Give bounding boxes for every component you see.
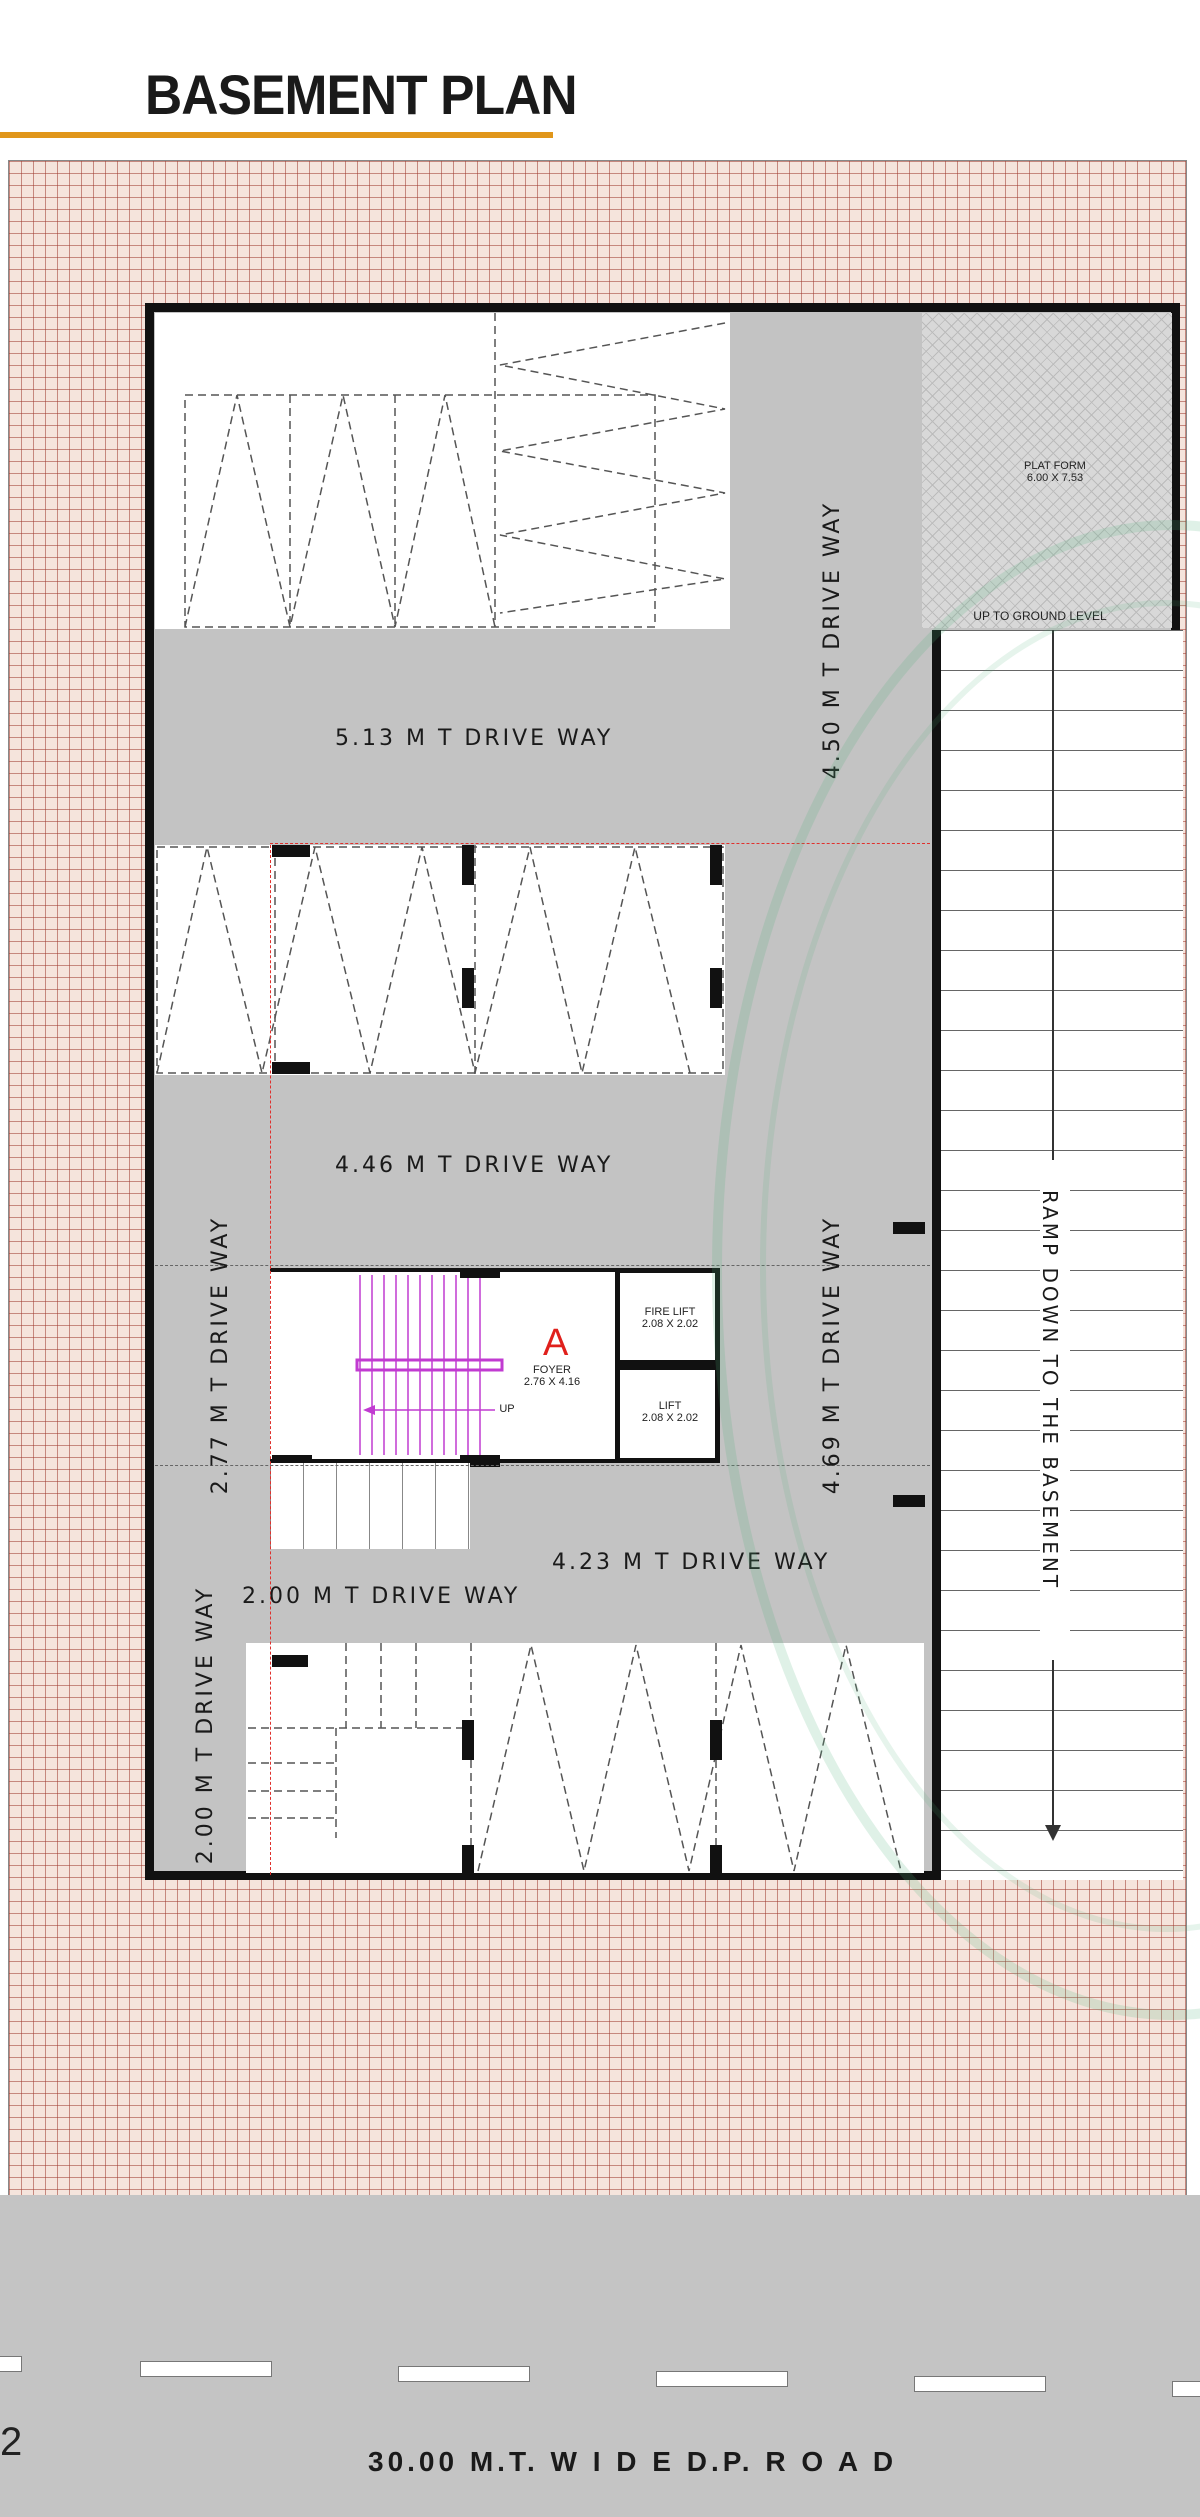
parking-bays-middle	[155, 845, 725, 1075]
parking-block-middle	[155, 845, 725, 1075]
driveway-label: 5.13 M T DRIVE WAY	[335, 726, 614, 751]
page-title: BASEMENT PLAN	[145, 63, 577, 126]
driveway-label: 2.00 M T DRIVE WAY	[242, 1584, 521, 1609]
column	[710, 1845, 722, 1877]
parking-block-top	[155, 313, 730, 629]
stair-lower	[270, 1463, 470, 1549]
driveway-label: 4.46 M T DRIVE WAY	[335, 1153, 614, 1178]
grid-line-vertical	[270, 845, 271, 1875]
road-label: 30.00 M.T. W I D E D.P. R O A D	[368, 2446, 898, 2477]
road-marking	[914, 2376, 1046, 2392]
column	[272, 1062, 310, 1074]
road-marking	[398, 2366, 530, 2382]
column	[462, 1845, 474, 1877]
fire-lift-name: FIRE LIFT	[644, 1306, 696, 1318]
driveway-label: 2.00 M T DRIVE WAY	[193, 1585, 218, 1865]
road-marking	[656, 2371, 788, 2387]
platform-name: PLAT FORM	[1024, 460, 1086, 472]
fire-lift-size: 2.08 X 2.02	[641, 1318, 699, 1330]
driveway-label: 4.69 M T DRIVE WAY	[820, 1215, 845, 1495]
driveway-label: 4.50 M T DRIVE WAY	[820, 500, 845, 780]
stair-up-label: UP	[499, 1403, 515, 1415]
parking-bays-top	[155, 313, 730, 629]
column	[710, 845, 722, 885]
ramp-label: RAMP DOWN TO THE BASEMENT	[1038, 1190, 1062, 1591]
column	[710, 1720, 722, 1760]
platform-note: UP TO GROUND LEVEL	[973, 609, 1107, 623]
lift-size: 2.08 X 2.02	[641, 1412, 699, 1424]
driveway-label: 2.77 M T DRIVE WAY	[208, 1215, 233, 1495]
platform-size: 6.00 X 7.53	[1026, 472, 1084, 484]
column	[462, 1720, 474, 1760]
page-number: 2	[0, 2420, 23, 2464]
foyer-name: FOYER	[533, 1364, 571, 1376]
driveway-label: 4.23 M T DRIVE WAY	[552, 1550, 831, 1575]
column	[710, 968, 722, 1008]
foyer-tag: A	[543, 1322, 569, 1364]
column	[462, 968, 474, 1008]
stair-flights	[355, 1275, 525, 1455]
title-underline	[0, 132, 553, 138]
road-marking	[1172, 2381, 1200, 2397]
column	[462, 845, 474, 885]
lift-name: LIFT	[658, 1400, 682, 1412]
foyer-size: 2.76 X 4.16	[523, 1376, 581, 1388]
column	[272, 1655, 308, 1667]
road-marking	[140, 2361, 272, 2377]
column	[460, 1268, 500, 1278]
column	[272, 845, 310, 857]
road-marking	[0, 2356, 22, 2372]
